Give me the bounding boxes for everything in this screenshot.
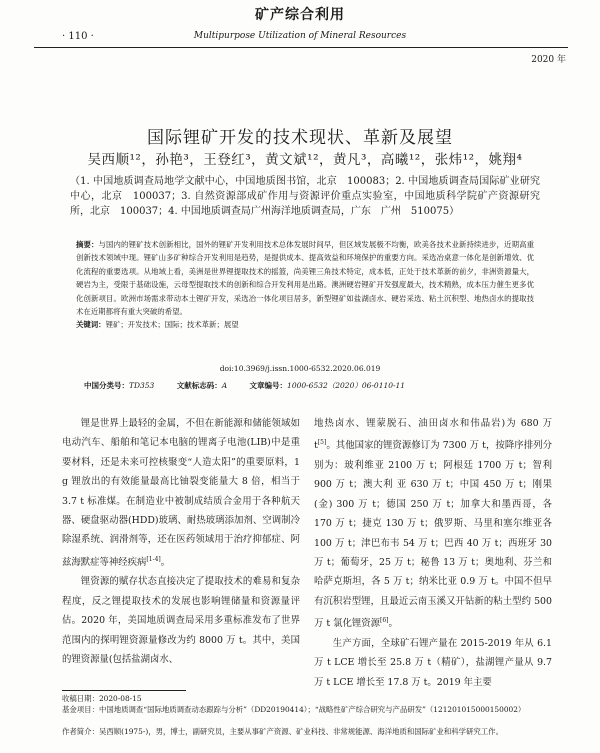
footnote-fund: 基金项目：中国地质调查“国际地质调查动态跟踪与分析”（DD20190414）；“战略性矿产综合研究与产品研发”（121201015000150002） [62,705,526,714]
article-no-label: 文章编号： [249,381,288,390]
abstract-block [76,238,534,332]
abstract-label: 摘要： [76,240,99,249]
footnote-rule [62,690,186,691]
cls-value: TD353 [129,381,155,390]
header-rule [34,47,568,48]
page-number: · 110 · [62,31,94,42]
code-value: A [221,381,228,390]
classification-line [84,380,544,391]
code-label: 文献标志码： [176,381,222,390]
body-paragraph: 锂资源的赋存状态直接决定了提取技术的难易和复杂程度，反之锂提取技术的发展也影响锂储量和资源量评估。2020 年，美国地质调查局采用多重标准发布了世界范围内的探明锂资源量修改为约 8000 万 t。其中，美国的锂资源量(包括盐湖卤水、 [62,576,300,665]
abstract-text: 与国内的锂矿技术创新相比，国外的锂矿开发利用技术总体发展时间早，但区域发展极不均衡，欧美各技术业新持续进步，近期高重创新技术领域中现。锂矿山多矿种综合开发利用是趋势，是提供成本、提高效益和环境保护的重要方向。采选冶桌意一体化是创新增效、优化流程的重要选项。从地域上看，美洲是世界锂提取技术的摇篮，尚美锂三角技术特定，成本低，正处于技术革新的前夕，非洲资源量大，硬岩为主，受限于基础设施，云母型提取技术的创新和综合开发利用是出路。澳洲硬岩锂矿开发强度最大，技术精熟，成本压力催生更多优化创新项目。欧洲市场需求带动本土锂矿开发，采选冶一体化项目居多，新型锂矿如盐湖卤水、硬岩采选、粘土沉积型、地热卤水的提取技术在近期都将有重大突破的希望。 [76,240,534,317]
citation: [6] [379,617,389,625]
affiliations: （1. 中国地质调查局地学文献中心，中国地质图书馆，北京 100083；2. 中国地质调查局国际矿业研究中心，北京 100037；3. 自然资源部成矿作用与资源评价重点实验室，中国地质科学院矿产资源研究所，北京 100037；4. 中国地质调查局广州海洋地质调查局，广东 广州 510075） [70,176,540,217]
body-paragraph: 地热卤水、锂蒙脱石、油田卤水和伟晶岩)为 680 万 t[5]。其他国家的锂资源修订为 7300 万 t，按降序排列分别为：玻利维亚 2100 万 t；阿根廷 1700 万 t；智利 900 万 t；澳大利 亚 630 万 t；中国 450 万 t；刚果(金) 300 万 t；德国 250 万 t；加拿大和墨西哥，各 170 万 t；捷克 130 万 t；俄罗斯、马里和塞尔维亚各 100 万 t；津巴布韦 54 万 t；巴西 40 万 t；西班牙 30 万 t；葡萄牙，25 万 t；秘鲁 13 万 t；奥地利、芬兰和哈萨克斯坦，各 5 万 t；纳米比亚 0.9 万 t。中国不但早有沉积岩型锂，且最近云南玉溪又开钻新的粘土型约 500 万 t 氯化锂资源[6]。 [314,418,552,630]
footnote-received: 收稿日期：2020-08-15 [62,694,142,703]
article-title: 国际锂矿开发的技术现状、革新及展望 [147,128,453,148]
body-paragraph: 生产方面，全球矿石锂产量在 2015-2019 年从 6.1 万 t LCE 增长至 25.8 万 t（精矿），盐湖锂产量从 9.7 万 t LCE 增长至 17.8 万 t。2019 年主要 [314,637,552,688]
author-list: 吴西顺¹²，孙艳³，王登红³，黄文斌¹²，黄凡³，高曦¹²，张炜¹²，姚翔⁴ [87,152,523,168]
body-column-left [62,414,300,669]
body-column-right [314,414,552,692]
article-no-value: 1000-6532（2020）06-0110-11 [287,381,406,390]
header-year: 2020 年 [531,55,566,65]
doi: doi:10.3969/j.issn.1000-6532.2020.06.019 [219,364,381,373]
body-paragraph: 锂是世界上最轻的金属，不但在新能源和储能领域如电动汽车、船舶和笔记本电脑的锂离子电池(LIB)中是重要材料，还是未来可控核聚变“人造太阳”的重要原料，1 g 锂放出的有效能量最高比铀裂变能量大 8 倍，相当于 3.7 t 标准煤。在制造业中被制成结质合金用于各种航天器、硬盘驱动器(HDD)玻璃、耐热玻璃添加剂、空调制冷除湿系统、润滑剂等，还在医药领域用于治疗抑郁症、阿兹海默症等神经疾病[1-4]。 [62,418,300,568]
journal-subtitle: Multipurpose Utilization of Mineral Resources [193,31,407,41]
citation: [5] [317,439,327,447]
citation: [1-4] [146,555,161,563]
keywords-label: 关键词： [76,320,106,330]
keywords-text: 锂矿；开发技术；国际；技术革新；展望 [105,320,239,330]
footnote-author-bio: 作者简介：吴西顺(1975-)，男，博士，副研究员，主要从事矿产资源、矿业科技、非常规能源、海洋地质和国际矿业和科学研究工作。 [62,727,503,736]
journal-title: 矿产综合利用 [255,7,345,23]
cls-label: 中国分类号： [84,381,129,390]
